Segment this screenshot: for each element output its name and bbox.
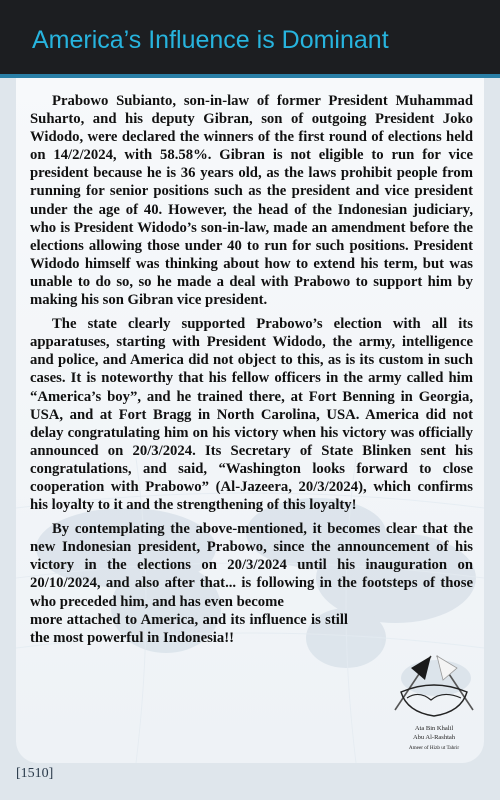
- paragraph-2: The state clearly supported Prabowo’s election with all its apparatuses, starting with President Widodo, the army, intelligence and police, and America did not object to this, as is its custom in such cases. It is noteworthy that his fellow officers in the army called him “America’s boy”, and he trained there, at Fort Benning in Georgia, USA, and at Fort Bragg in North Carolina, USA. America did not delay congratulating him on his victory when his victory was officially announced on 20/3/2024. Its Secretary of State Blinken sent his congratulations, and said, “Washington looks forward to close cooperation with Prabowo” (Al-Jazeera, 20/3/2024), which confirms his loyalty to it and the strengthening of this loyalty!: [30, 316, 473, 514]
- seal-line-3: Ameer of Hizb ut Tahrir: [408, 745, 460, 751]
- paragraph-3: By contemplating the above-mentioned, it becomes clear that the new Indonesian president, Prabowo, since the announcement of his victory in the elections on 20/3/2024 until his inauguration on 20/10/2024, and also after that... is following in the footsteps of those who preceded him, and has even become: [30, 521, 473, 610]
- paragraph-3-end: more attached to America, and its influence is still the most powerful in Indonesia!!: [30, 611, 348, 646]
- article-body: [30, 92, 473, 653]
- article-panel: [16, 78, 484, 763]
- paragraph-1: Prabowo Subianto, son-in-law of former President Muhammad Suharto, and his deputy Gibran, son of outgoing President Joko Widodo, were declared the winners of the first round of elections held on 14/2/2024, with 58.58%. Gibran is not eligible to run for vice president because he is 36 years old, as the laws prohibit people from running for senior positions such as the president and vice president under the age of 40. However, the head of the Indonesian judiciary, who is President Widodo’s son-in-law, made an amendment before the elections allowing those under 40 to run for such positions. President Widodo himself was thinking about how to extend his term, but was unable to do so, so he made a deal with Prabowo to support him by making his son Gibran vice president.: [30, 93, 473, 309]
- seal-line-2: Abu Al-Rashtah: [412, 734, 456, 741]
- page-title: America’s Influence is Dominant: [32, 26, 389, 54]
- ameer-seal-emblem: [391, 650, 477, 758]
- header-bar: [0, 0, 500, 78]
- page-number: [1510]: [16, 766, 54, 781]
- seal-line-1: Ata Bin Khalil: [414, 725, 454, 732]
